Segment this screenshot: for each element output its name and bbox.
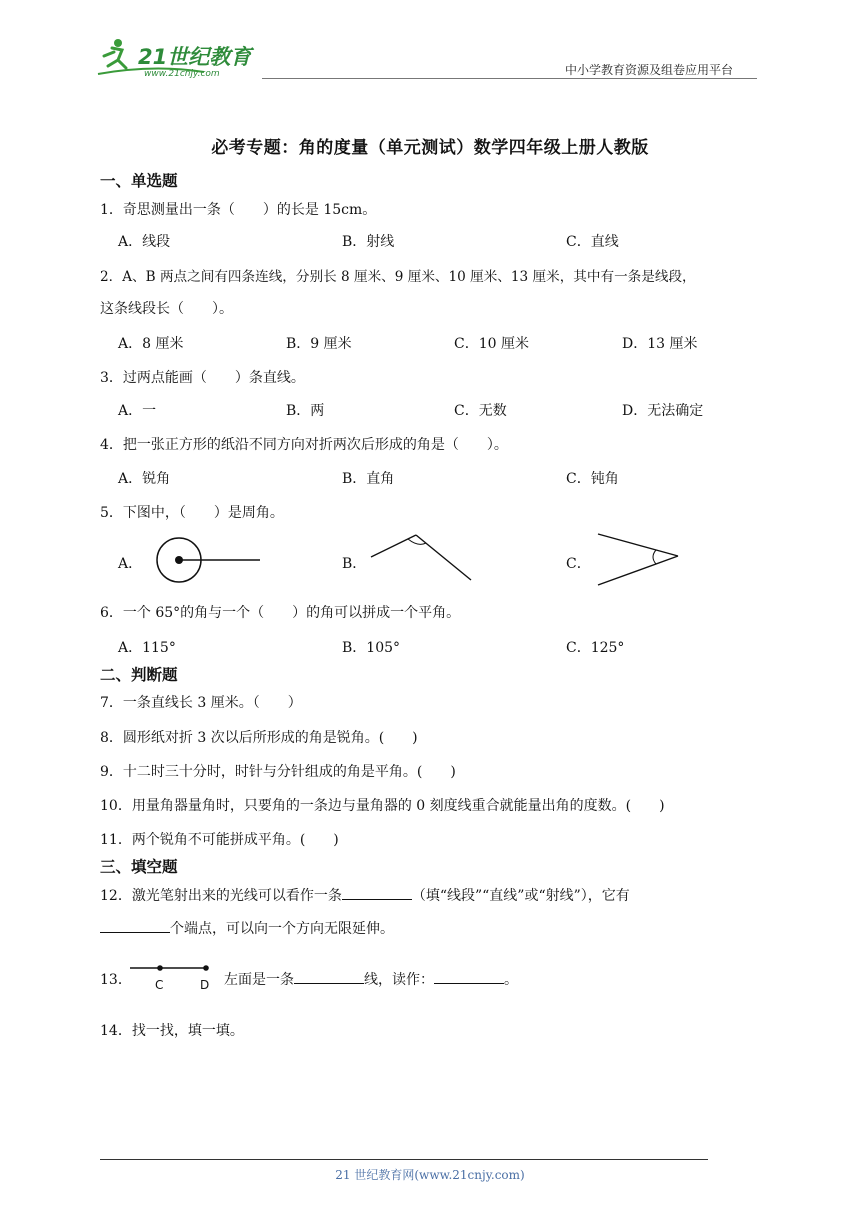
section-heading-1: 一、单选题	[100, 172, 178, 190]
header-divider	[262, 78, 757, 79]
q12-text-1: 12．激光笔射出来的光线可以看作一条	[100, 888, 342, 904]
question-2-line1: 2．A、B 两点之间有四条连线，分别长 8 厘米、9 厘米、10 厘米、13 厘米，其中有一条是线段，	[100, 269, 696, 285]
q2-option-d: D．13 厘米	[622, 336, 698, 352]
page-title: 必考专题：角的度量（单元测试）数学四年级上册人教版	[211, 138, 649, 158]
logo-text: 21世纪教育	[138, 45, 252, 69]
q6-option-a: A．115°	[118, 640, 176, 656]
header-platform-text: 中小学教育资源及组卷应用平台	[565, 63, 734, 77]
q1-option-c: C．直线	[566, 234, 619, 250]
q13-text-3: 。	[504, 972, 518, 988]
q4-option-a: A．锐角	[118, 471, 171, 487]
footer-divider	[100, 1159, 708, 1160]
q13-text-2: 线，读作：	[364, 972, 434, 988]
question-12-line1	[100, 885, 630, 905]
question-10: 10．用量角器量角时，只要角的一条边与量角器的 0 刻度线重合就能量出角的度数。( )	[100, 798, 665, 814]
question-4: 4．把一张正方形的纸沿不同方向对折两次后形成的角是（ ）。	[100, 437, 508, 453]
q5-figure-a-full-angle	[150, 534, 265, 586]
q4-option-c: C．钝角	[566, 471, 619, 487]
q13-blank-1[interactable]	[294, 969, 364, 984]
q2-option-b: B．9 厘米	[286, 336, 352, 352]
q3-option-a: A．一	[118, 403, 157, 419]
q12-blank-1[interactable]	[342, 885, 412, 900]
q2-option-c: C．10 厘米	[454, 336, 529, 352]
q13-number: 13．	[100, 972, 132, 988]
question-2-line2: 这条线段长（ ）。	[100, 301, 233, 317]
q3-option-c: C．无数	[454, 403, 507, 419]
logo	[94, 34, 264, 80]
q13-label-c: C	[155, 978, 164, 992]
q2-option-a: A．8 厘米	[118, 336, 184, 352]
question-14: 14．找一找，填一填。	[100, 1023, 244, 1039]
q1-option-b: B．射线	[342, 234, 395, 250]
question-13-text	[224, 969, 518, 989]
q5-figure-c-acute-angle	[594, 530, 684, 590]
section-heading-3: 三、填空题	[100, 858, 178, 876]
question-1: 1．奇思测量出一条（ ）的长是 15cm。	[100, 202, 377, 218]
q3-option-d: D．无法确定	[622, 403, 704, 419]
question-8: 8．圆形纸对折 3 次以后所形成的角是锐角。( )	[100, 730, 418, 746]
footer-text: 21 世纪教育网(www.21cnjy.com)	[335, 1168, 525, 1182]
q3-option-b: B．两	[286, 403, 325, 419]
question-6: 6．一个 65°的角与一个（ ）的角可以拼成一个平角。	[100, 605, 461, 621]
question-3: 3．过两点能画（ ）条直线。	[100, 370, 305, 386]
logo-url: www.21cnjy.com	[144, 69, 220, 79]
question-5: 5．下图中，（ ）是周角。	[100, 505, 284, 521]
question-12-line2	[100, 918, 394, 938]
q6-option-c: C．125°	[566, 640, 625, 656]
question-9: 9．十二时三十分时，时针与分针组成的角是平角。( )	[100, 764, 456, 780]
question-7: 7．一条直线长 3 厘米。（ ）	[100, 695, 302, 711]
section-heading-2: 二、判断题	[100, 666, 178, 684]
q4-option-b: B．直角	[342, 471, 395, 487]
q6-option-b: B．105°	[342, 640, 401, 656]
q12-blank-2[interactable]	[100, 918, 170, 933]
question-11: 11．两个锐角不可能拼成平角。( )	[100, 832, 339, 848]
q13-label-d: D	[200, 978, 210, 992]
q13-text-1: 左面是一条	[224, 972, 294, 988]
q5-option-b: B．	[342, 556, 367, 572]
q5-figure-b-obtuse-angle	[368, 530, 478, 586]
q5-option-a: A．	[118, 556, 143, 572]
q1-option-a: A．线段	[118, 234, 171, 250]
q13-blank-2[interactable]	[434, 969, 504, 984]
q12-text-3: 个端点，可以向一个方向无限延伸。	[170, 921, 394, 937]
q5-option-c: C．	[566, 556, 591, 572]
q12-text-2: （填“线段”“直线”或“射线”），它有	[411, 888, 630, 904]
q13-line-cd-figure	[126, 958, 218, 996]
